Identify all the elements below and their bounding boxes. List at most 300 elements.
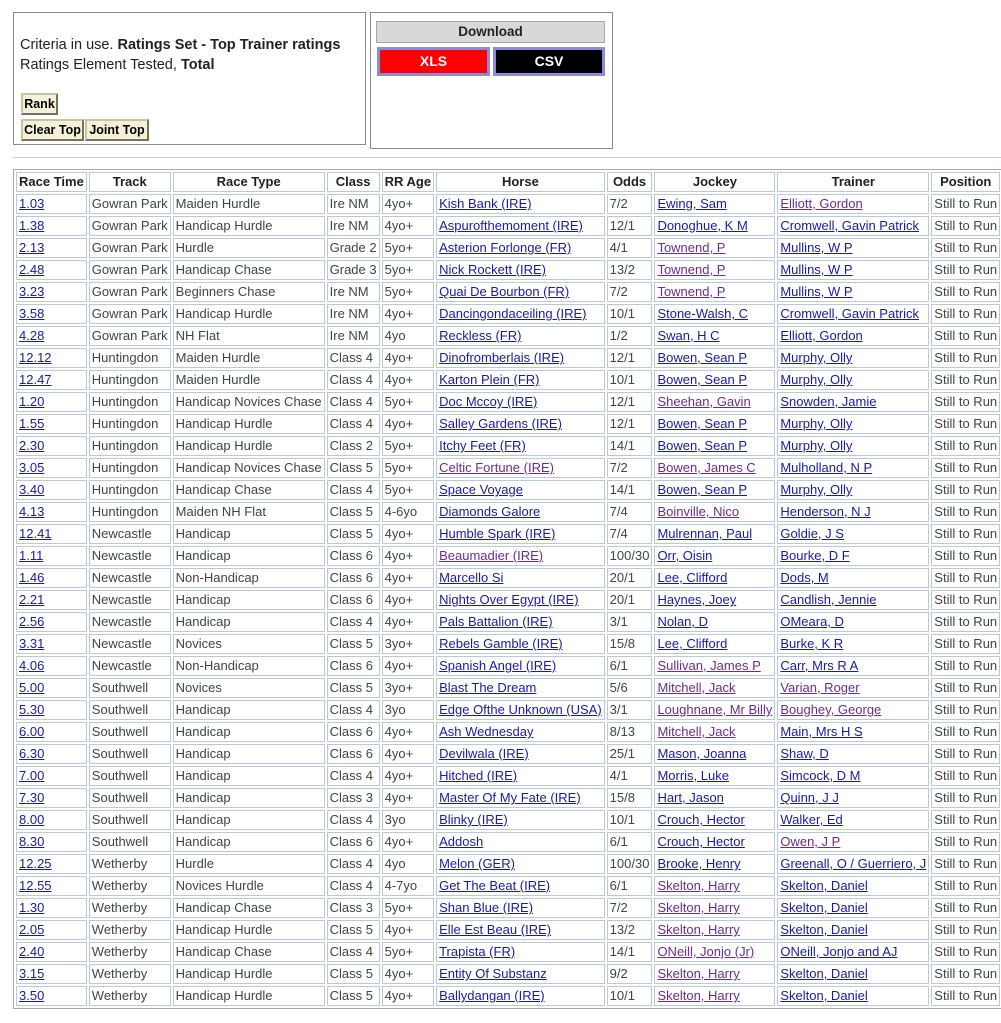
class-cell: Class 6 [327, 546, 380, 566]
jockey-link[interactable]: Crouch, Hector [657, 834, 745, 849]
trainer-link[interactable]: Greenall, O / Guerriero, J [780, 856, 927, 871]
class-cell: Class 5 [327, 634, 380, 654]
position-cell: Still to Run [931, 766, 1000, 786]
odds-cell: 20/1 [607, 568, 653, 588]
table-row [16, 920, 1000, 940]
horse-link[interactable]: Elle Est Beau (IRE) [439, 922, 552, 937]
jockey-link[interactable]: Lee, Clifford [657, 636, 728, 651]
trainer-link[interactable]: Goldie, J S [780, 526, 844, 541]
jockey-link[interactable]: Skelton, Harry [657, 878, 740, 893]
jockey-link[interactable]: Crouch, Hector [657, 812, 745, 827]
race-time-cell [16, 634, 87, 654]
rr-age-cell: 4yo+ [382, 832, 434, 852]
position-cell: Still to Run [931, 854, 1000, 874]
rr-age-cell: 5yo+ [382, 458, 434, 478]
rr-age-cell: 4yo [382, 326, 434, 346]
horse-link[interactable]: Pals Battalion (IRE) [439, 614, 553, 629]
jockey-link[interactable]: Sullivan, James P [657, 658, 761, 673]
trainer-link[interactable]: Candlish, Jennie [780, 592, 877, 607]
horse-link[interactable]: Nick Rockett (IRE) [439, 262, 546, 277]
horse-link[interactable]: Blinky (IRE) [439, 812, 508, 827]
horse-link[interactable]: Dancingondaceiling (IRE) [439, 306, 587, 321]
divider [13, 157, 1001, 158]
jockey-link[interactable]: Donoghue, K M [657, 218, 748, 233]
horse-link[interactable]: Ash Wednesday [439, 724, 534, 739]
jockey-cell [654, 964, 775, 984]
horse-cell [436, 392, 605, 412]
odds-cell: 6/1 [607, 832, 653, 852]
jockey-cell [654, 942, 775, 962]
table-row [16, 898, 1000, 918]
race-type-cell: Handicap [173, 612, 325, 632]
horse-cell [436, 414, 605, 434]
trainer-link[interactable]: Skelton, Daniel [780, 922, 868, 937]
class-cell: Class 6 [327, 744, 380, 764]
track-cell: Southwell [89, 722, 171, 742]
horse-link[interactable]: Get The Beat (IRE) [439, 878, 551, 893]
jockey-cell [654, 370, 775, 390]
trainer-cell [777, 678, 929, 698]
horse-cell [436, 744, 605, 764]
trainer-link[interactable]: Murphy, Olly [780, 438, 853, 453]
table-row [16, 480, 1000, 500]
rr-age-cell: 4yo [382, 854, 434, 874]
class-cell: Class 5 [327, 964, 380, 984]
ratings-set: Ratings Set - Top Trainer ratings [117, 37, 341, 53]
jockey-link[interactable]: Townend, P [657, 262, 726, 277]
trainer-link[interactable]: Murphy, Olly [780, 372, 853, 387]
class-cell: Class 4 [327, 392, 380, 412]
position-cell: Still to Run [931, 282, 1000, 302]
position-cell: Still to Run [931, 436, 1000, 456]
race-time-link[interactable]: 2.30 [19, 438, 45, 453]
horse-link[interactable]: Devilwala (IRE) [439, 746, 529, 761]
track-cell: Newcastle [89, 524, 171, 544]
race-time-link[interactable]: 5.00 [19, 680, 45, 695]
horse-cell [436, 678, 605, 698]
class-cell: Class 5 [327, 502, 380, 522]
race-type-cell: Handicap Chase [173, 942, 325, 962]
race-type-cell: Maiden Hurdle [173, 370, 325, 390]
jockey-cell [654, 986, 775, 1006]
position-cell: Still to Run [931, 392, 1000, 412]
race-time-cell [16, 348, 87, 368]
trainer-link[interactable]: Murphy, Olly [780, 416, 853, 431]
position-cell: Still to Run [931, 964, 1000, 984]
race-time-cell [16, 238, 87, 258]
position-cell: Still to Run [931, 876, 1000, 896]
track-cell: Huntingdon [89, 370, 171, 390]
trainer-cell [777, 700, 929, 720]
track-cell: Huntingdon [89, 436, 171, 456]
horse-link[interactable]: Edge Ofthe Unknown (USA) [439, 702, 602, 717]
table-header-row [16, 172, 1000, 192]
horse-link[interactable]: Trapista (FR) [439, 944, 516, 959]
trainer-link[interactable]: Skelton, Daniel [780, 966, 868, 981]
trainer-cell [777, 260, 929, 280]
horse-link[interactable]: Addosh [439, 834, 484, 849]
trainer-cell [777, 238, 929, 258]
jockey-cell [654, 744, 775, 764]
race-time-link[interactable]: 4.06 [19, 658, 45, 673]
race-time-link[interactable]: 2.48 [19, 262, 45, 277]
table-row [16, 590, 1000, 610]
race-time-link[interactable]: 3.50 [19, 988, 45, 1003]
race-time-link[interactable]: 3.15 [19, 966, 45, 981]
trainer-cell [777, 194, 929, 214]
rr-age-cell: 5yo+ [382, 238, 434, 258]
class-cell: Class 3 [327, 898, 380, 918]
horse-cell [436, 986, 605, 1006]
jockey-link[interactable]: Townend, P [657, 240, 726, 255]
trainer-link[interactable]: Skelton, Daniel [780, 988, 868, 1003]
race-time-link[interactable]: 7.00 [19, 768, 45, 783]
race-time-link[interactable]: 1.11 [19, 548, 44, 563]
class-cell: Class 5 [327, 986, 380, 1006]
rr-age-cell: 4-6yo [382, 502, 434, 522]
race-time-link[interactable]: 1.55 [19, 416, 45, 431]
trainer-cell [777, 282, 929, 302]
table-row [16, 524, 1000, 544]
jockey-link[interactable]: ONeill, Jonjo (Jr) [657, 944, 755, 959]
trainer-link[interactable]: Boughey, George [780, 702, 882, 717]
jockey-link[interactable]: Bowen, Sean P [657, 350, 748, 365]
table-row [16, 942, 1000, 962]
horse-link[interactable]: Nights Over Egypt (IRE) [439, 592, 579, 607]
jockey-link[interactable]: Skelton, Harry [657, 988, 740, 1003]
trainer-link[interactable]: Varian, Roger [780, 680, 860, 695]
jockey-link[interactable]: Bowen, Sean P [657, 372, 748, 387]
jockey-cell [654, 876, 775, 896]
horse-link[interactable]: Aspurofthemoment (IRE) [439, 218, 583, 233]
race-type-cell: Handicap [173, 810, 325, 830]
trainer-link[interactable]: Mullins, W P [780, 240, 853, 255]
table-row [16, 964, 1000, 984]
column-header-trainer: Trainer [777, 172, 929, 192]
class-cell: Class 4 [327, 370, 380, 390]
column-header-jockey: Jockey [654, 172, 775, 192]
trainer-link[interactable]: Skelton, Daniel [780, 900, 868, 915]
jockey-link[interactable]: Skelton, Harry [657, 966, 740, 981]
race-time-link[interactable]: 1.30 [19, 900, 45, 915]
trainer-link[interactable]: Elliott, Gordon [780, 196, 863, 211]
table-row [16, 326, 1000, 346]
jockey-link[interactable]: Stone-Walsh, C [657, 306, 748, 321]
trainer-cell [777, 810, 929, 830]
trainer-link[interactable]: Shaw, D [780, 746, 829, 761]
race-type-cell: Handicap [173, 788, 325, 808]
position-cell: Still to Run [931, 524, 1000, 544]
race-time-link[interactable]: 3.58 [19, 306, 45, 321]
race-time-link[interactable]: 5.30 [19, 702, 45, 717]
horse-link[interactable]: Melon (GER) [439, 856, 515, 871]
position-cell: Still to Run [931, 546, 1000, 566]
column-header-rr-age: RR Age [382, 172, 434, 192]
horse-link[interactable]: Shan Blue (IRE) [439, 900, 534, 915]
horse-link[interactable]: Beaumadier (IRE) [439, 548, 544, 563]
horse-link[interactable]: Rebels Gamble (IRE) [439, 636, 563, 651]
race-time-link[interactable]: 8.30 [19, 834, 45, 849]
jockey-link[interactable]: Sheehan, Gavin [657, 394, 751, 409]
horse-link[interactable]: Diamonds Galore [439, 504, 541, 519]
jockey-link[interactable]: Swan, H C [657, 328, 720, 343]
jockey-link[interactable]: Townend, P [657, 284, 726, 299]
jockey-link[interactable]: Morris, Luke [657, 768, 729, 783]
jockey-cell [654, 634, 775, 654]
trainer-link[interactable]: Cromwell, Gavin Patrick [780, 306, 920, 321]
odds-cell: 13/2 [607, 260, 653, 280]
class-cell: Ire NM [327, 326, 380, 346]
race-time-link[interactable]: 6.00 [19, 724, 45, 739]
trainer-link[interactable]: Main, Mrs H S [780, 724, 863, 739]
jockey-cell [654, 766, 775, 786]
jockey-link[interactable]: Lee, Clifford [657, 570, 728, 585]
race-time-link[interactable]: 4.13 [19, 504, 45, 519]
horse-cell [436, 260, 605, 280]
trainer-link[interactable]: Murphy, Olly [780, 350, 853, 365]
position-cell: Still to Run [931, 480, 1000, 500]
race-time-link[interactable]: 2.40 [19, 944, 45, 959]
race-time-link[interactable]: 1.46 [19, 570, 45, 585]
position-cell: Still to Run [931, 414, 1000, 434]
jockey-link[interactable]: Bowen, Sean P [657, 482, 748, 497]
trainer-link[interactable]: Carr, Mrs R A [780, 658, 859, 673]
table-row [16, 722, 1000, 742]
jockey-link[interactable]: Nolan, D [657, 614, 709, 629]
odds-cell: 7/2 [607, 194, 653, 214]
trainer-cell [777, 788, 929, 808]
race-type-cell: Maiden Hurdle [173, 348, 325, 368]
jockey-link[interactable]: Skelton, Harry [657, 900, 740, 915]
class-cell: Class 3 [327, 788, 380, 808]
race-time-cell [16, 942, 87, 962]
trainer-link[interactable]: Dods, M [780, 570, 829, 585]
race-time-link[interactable]: 12.41 [19, 526, 52, 541]
jockey-link[interactable]: Mitchell, Jack [657, 680, 736, 695]
class-cell: Class 4 [327, 810, 380, 830]
race-time-link[interactable]: 12.47 [19, 372, 52, 387]
horse-link[interactable]: Humble Spark (IRE) [439, 526, 556, 541]
trainer-link[interactable]: Cromwell, Gavin Patrick [780, 218, 920, 233]
race-time-cell [16, 590, 87, 610]
race-time-link[interactable]: 4.28 [19, 328, 45, 343]
class-cell: Class 5 [327, 920, 380, 940]
horse-link[interactable]: Asterion Forlonge (FR) [439, 240, 572, 255]
trainer-link[interactable]: Bourke, D F [780, 548, 850, 563]
trainer-link[interactable]: Murphy, Olly [780, 482, 853, 497]
criteria-panel [13, 12, 366, 145]
race-time-link[interactable]: 3.23 [19, 284, 45, 299]
race-time-cell [16, 282, 87, 302]
trainer-link[interactable]: Henderson, N J [780, 504, 871, 519]
horse-link[interactable]: Celtic Fortune (IRE) [439, 460, 554, 475]
horse-link[interactable]: Ballydangan (IRE) [439, 988, 545, 1003]
results-table [13, 169, 1001, 1009]
race-type-cell: Handicap Chase [173, 260, 325, 280]
race-time-link[interactable]: 1.03 [19, 196, 45, 211]
race-time-link[interactable]: 6.30 [19, 746, 45, 761]
table-row [16, 986, 1000, 1006]
race-time-link[interactable]: 8.00 [19, 812, 45, 827]
horse-link[interactable]: Marcello Si [439, 570, 504, 585]
race-time-link[interactable]: 12.12 [19, 350, 52, 365]
race-time-link[interactable]: 2.56 [19, 614, 45, 629]
race-time-cell [16, 898, 87, 918]
race-time-link[interactable]: 7.30 [19, 790, 45, 805]
rr-age-cell: 4yo+ [382, 766, 434, 786]
race-time-link[interactable]: 12.25 [19, 856, 52, 871]
race-time-link[interactable]: 3.05 [19, 460, 45, 475]
race-time-link[interactable]: 1.20 [19, 394, 45, 409]
jockey-link[interactable]: Ewing, Sam [657, 196, 727, 211]
jockey-link[interactable]: Bowen, Sean P [657, 438, 748, 453]
position-cell: Still to Run [931, 788, 1000, 808]
jockey-cell [654, 700, 775, 720]
jockey-link[interactable]: Haynes, Joey [657, 592, 737, 607]
race-time-cell [16, 766, 87, 786]
clear-top-button[interactable]: Clear Top [21, 119, 84, 141]
trainer-link[interactable]: Skelton, Daniel [780, 878, 868, 893]
rr-age-cell: 4yo+ [382, 348, 434, 368]
trainer-link[interactable]: Walker, Ed [780, 812, 843, 827]
rank-button[interactable]: Rank [21, 93, 58, 115]
horse-link[interactable]: Itchy Feet (FR) [439, 438, 526, 453]
trainer-link[interactable]: Snowden, Jamie [780, 394, 877, 409]
table-row [16, 370, 1000, 390]
track-cell: Wetherby [89, 964, 171, 984]
track-cell: Gowran Park [89, 216, 171, 236]
trainer-cell [777, 568, 929, 588]
table-row [16, 216, 1000, 236]
track-cell: Southwell [89, 678, 171, 698]
table-row [16, 348, 1000, 368]
trainer-link[interactable]: Quinn, J J [780, 790, 839, 805]
horse-cell [436, 722, 605, 742]
position-cell: Still to Run [931, 810, 1000, 830]
joint-top-button[interactable]: Joint Top [85, 119, 149, 141]
horse-cell [436, 810, 605, 830]
position-cell: Still to Run [931, 304, 1000, 324]
trainer-link[interactable]: Simcock, D M [780, 768, 861, 783]
jockey-cell [654, 238, 775, 258]
jockey-link[interactable]: Orr, Oisin [657, 548, 713, 563]
trainer-link[interactable]: Mullins, W P [780, 284, 853, 299]
position-cell: Still to Run [931, 986, 1000, 1006]
jockey-link[interactable]: Bowen, Sean P [657, 416, 748, 431]
horse-link[interactable]: Spanish Angel (IRE) [439, 658, 557, 673]
race-time-link[interactable]: 2.05 [19, 922, 45, 937]
trainer-cell [777, 656, 929, 676]
horse-link[interactable]: Dinofromberlais (IRE) [439, 350, 565, 365]
position-cell: Still to Run [931, 502, 1000, 522]
jockey-cell [654, 568, 775, 588]
horse-cell [436, 348, 605, 368]
horse-link[interactable]: Karton Plein (FR) [439, 372, 540, 387]
element-prefix: Ratings Element Tested, [20, 57, 181, 73]
trainer-cell [777, 634, 929, 654]
track-cell: Gowran Park [89, 304, 171, 324]
rr-age-cell: 3yo+ [382, 634, 434, 654]
rr-age-cell: 4yo+ [382, 788, 434, 808]
jockey-cell [654, 480, 775, 500]
trainer-link[interactable]: Elliott, Gordon [780, 328, 863, 343]
trainer-link[interactable]: ONeill, Jonjo and AJ [780, 944, 898, 959]
odds-cell: 12/1 [607, 392, 653, 412]
class-cell: Class 4 [327, 612, 380, 632]
jockey-cell [654, 832, 775, 852]
horse-link[interactable]: Kish Bank (IRE) [439, 196, 532, 211]
odds-cell: 14/1 [607, 436, 653, 456]
trainer-link[interactable]: OMeara, D [780, 614, 844, 629]
horse-link[interactable]: Space Voyage [439, 482, 523, 497]
race-time-link[interactable]: 12.55 [19, 878, 52, 893]
horse-link[interactable]: Hitched (IRE) [439, 768, 518, 783]
position-cell: Still to Run [931, 744, 1000, 764]
jockey-link[interactable]: Hart, Jason [657, 790, 724, 805]
class-cell: Ire NM [327, 282, 380, 302]
race-time-link[interactable]: 1.38 [19, 218, 45, 233]
csv-download-button[interactable]: CSV [493, 47, 605, 76]
horse-link[interactable]: Entity Of Substanz [439, 966, 547, 981]
trainer-cell [777, 766, 929, 786]
odds-cell: 12/1 [607, 414, 653, 434]
race-time-link[interactable]: 3.31 [19, 636, 45, 651]
table-row [16, 634, 1000, 654]
trainer-link[interactable]: Owen, J P [780, 834, 841, 849]
jockey-link[interactable]: Skelton, Harry [657, 922, 740, 937]
race-type-cell: Handicap [173, 832, 325, 852]
jockey-cell [654, 502, 775, 522]
jockey-link[interactable]: Boinville, Nico [657, 504, 740, 519]
horse-cell [436, 700, 605, 720]
jockey-link[interactable]: Loughnane, Mr Billy [657, 702, 773, 717]
race-time-link[interactable]: 2.21 [19, 592, 45, 607]
horse-link[interactable]: Master Of My Fate (IRE) [439, 790, 581, 805]
horse-link[interactable]: Doc Mccoy (IRE) [439, 394, 538, 409]
trainer-link[interactable]: Mulholland, N P [780, 460, 873, 475]
class-cell: Class 5 [327, 458, 380, 478]
trainer-link[interactable]: Mullins, W P [780, 262, 853, 277]
horse-cell [436, 832, 605, 852]
jockey-link[interactable]: Mulrennan, Paul [657, 526, 753, 541]
trainer-cell [777, 546, 929, 566]
rr-age-cell: 4yo+ [382, 194, 434, 214]
track-cell: Huntingdon [89, 392, 171, 412]
position-cell: Still to Run [931, 326, 1000, 346]
race-time-link[interactable]: 3.40 [19, 482, 45, 497]
position-cell: Still to Run [931, 370, 1000, 390]
horse-link[interactable]: Reckless (FR) [439, 328, 522, 343]
jockey-link[interactable]: Bowen, James C [657, 460, 756, 475]
rr-age-cell: 4yo+ [382, 656, 434, 676]
column-header-odds: Odds [607, 172, 653, 192]
track-cell: Southwell [89, 810, 171, 830]
race-time-link[interactable]: 2.13 [19, 240, 45, 255]
trainer-cell [777, 722, 929, 742]
jockey-link[interactable]: Mason, Joanna [657, 746, 747, 761]
horse-link[interactable]: Quai De Bourbon (FR) [439, 284, 570, 299]
race-type-cell: Handicap Hurdle [173, 986, 325, 1006]
trainer-link[interactable]: Burke, K R [780, 636, 844, 651]
rr-age-cell: 4yo+ [382, 370, 434, 390]
horse-link[interactable]: Salley Gardens (IRE) [439, 416, 562, 431]
xls-download-button[interactable]: XLS [377, 47, 490, 76]
horse-cell [436, 194, 605, 214]
horse-link[interactable]: Blast The Dream [439, 680, 537, 695]
jockey-link[interactable]: Brooke, Henry [657, 856, 741, 871]
class-cell: Class 6 [327, 590, 380, 610]
jockey-link[interactable]: Mitchell, Jack [657, 724, 736, 739]
